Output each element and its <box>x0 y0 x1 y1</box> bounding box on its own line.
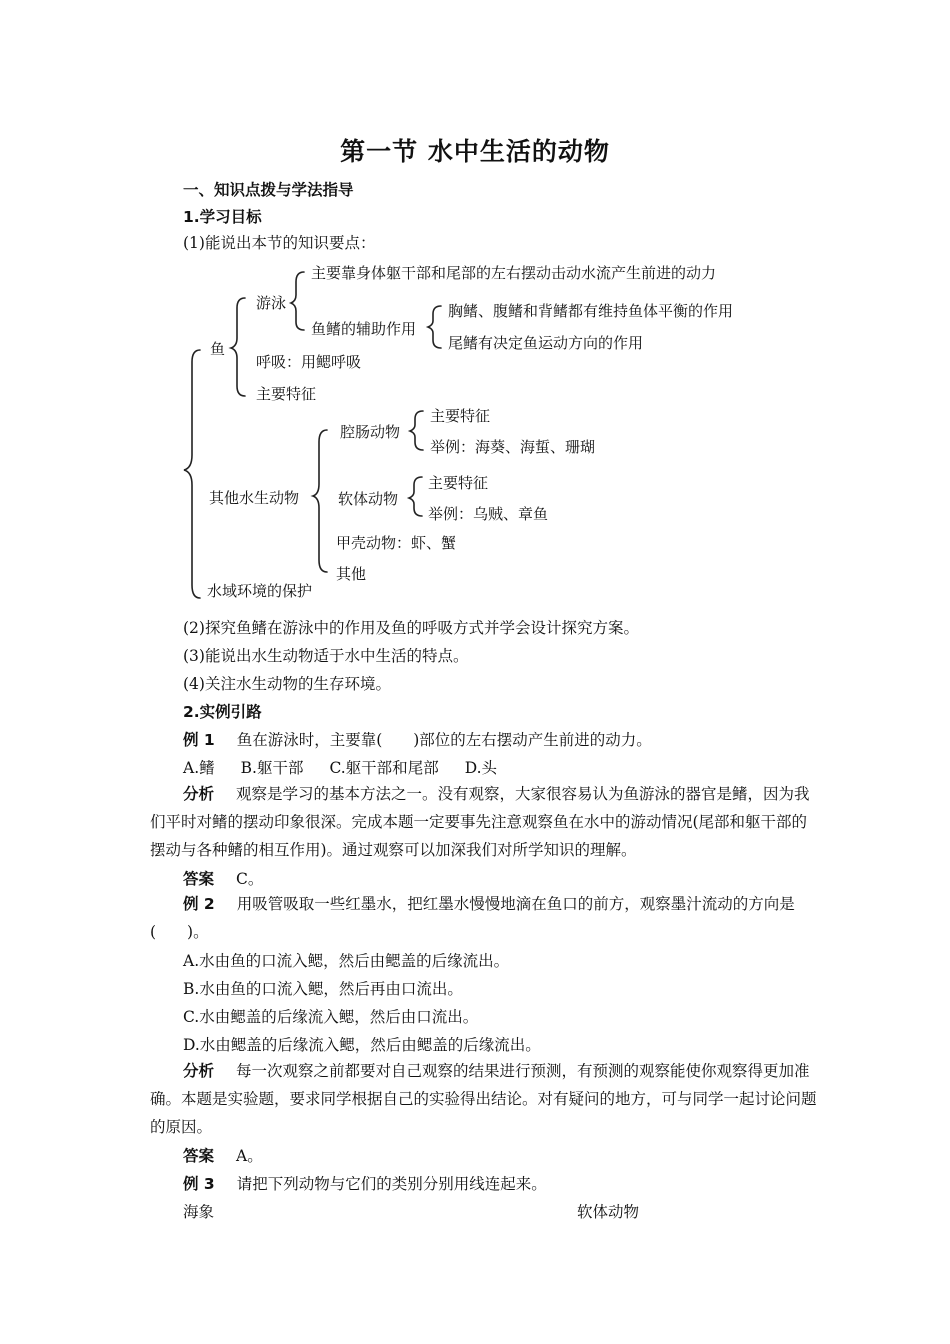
analysis-text: 每一次观察之前都要对自己观察的结果进行预测，有预测的观察能使你观察得更加准确。本题是实验题，要求同学根据自己的实验得出结论。对有疑问的地方，可与同学一起讨论问题的原因。 <box>150 1062 817 1136</box>
example-3-text: 请把下列动物与它们的类别分别用线连起来。 <box>236 1175 547 1193</box>
tree-others: 其他 <box>336 565 367 583</box>
answer-label: 答案 <box>183 870 215 888</box>
example-2-analysis <box>150 1057 820 1141</box>
tree-swim-main: 主要靠身体躯干部和尾部的左右摆动击动水流产生前进的动力 <box>311 264 717 282</box>
tree-cn-example: 举例：海葵、海蜇、珊瑚 <box>430 438 596 456</box>
option-b: B.水由鱼的口流入鳃，然后再由口流出。 <box>183 980 463 998</box>
example-3-label: 例 3 <box>183 1175 215 1193</box>
option-c: C.躯干部和尾部 <box>329 759 439 777</box>
tree-fin-aux: 鱼鳍的辅助作用 <box>311 320 417 338</box>
tree-main-feature: 主要特征 <box>256 385 317 403</box>
tree-breath: 呼吸：用鳃呼吸 <box>256 353 362 371</box>
tree-fin-tail: 尾鳍有决定鱼运动方向的作用 <box>448 334 644 352</box>
tree-fish: 鱼 <box>210 340 226 358</box>
tree-other-aquatic: 其他水生动物 <box>209 489 300 507</box>
example-3-question <box>183 1172 547 1194</box>
example-2-question <box>150 890 820 946</box>
goal-1: (1)能说出本节的知识要点： <box>183 234 376 252</box>
example-2-text: 用吸管吸取一些红墨水，把红墨水慢慢地滴在鱼口的前方，观察墨汁流动的方向是( )。 <box>150 895 795 941</box>
option-b: B.躯干部 <box>240 759 304 777</box>
tree-protect: 水域环境的保护 <box>207 582 313 600</box>
example-1-text: 鱼在游泳时，主要靠( )部位的左右摆动产生前进的动力。 <box>236 731 652 749</box>
examples-heading: 2.实例引路 <box>183 703 262 721</box>
option-d: D.水由鳃盖的后缘流入鳃，然后由鳃盖的后缘流出。 <box>183 1036 541 1054</box>
option-a: A.鳍 <box>183 759 215 777</box>
tree-cn-feature: 主要特征 <box>430 407 491 425</box>
option-d: D.头 <box>464 759 498 777</box>
analysis-label: 分析 <box>183 785 215 803</box>
tree-swim: 游泳 <box>256 294 287 312</box>
example-1-analysis <box>150 780 820 864</box>
tree-fin-balance: 胸鳍、腹鳍和背鳍都有维持鱼体平衡的作用 <box>448 302 734 320</box>
example-1-answer <box>183 867 263 889</box>
tree-crustacea: 甲壳动物：虾、蟹 <box>336 534 457 552</box>
match-left-item: 海象 <box>183 1203 215 1221</box>
analysis-text: 观察是学习的基本方法之一。没有观察，大家很容易认为鱼游泳的器官是鳍，因为我们平时对鳍的摆动印象很深。完成本题一定要事先注意观察鱼在水中的游动情况(尾部和躯干部的摆动与各种鳍的相互作用)。通过观察可以加深我们对所学知识的理解。 <box>150 785 810 859</box>
tree-mo-feature: 主要特征 <box>428 474 489 492</box>
answer-text: C。 <box>236 870 264 888</box>
page-title: 第一节 水中生活的动物 <box>340 137 610 166</box>
example-1-options <box>183 756 523 778</box>
option-a: A.水由鱼的口流入鳃，然后由鳃盖的后缘流出。 <box>183 952 510 970</box>
example-1-question <box>183 728 652 750</box>
tree-cnidaria: 腔肠动物 <box>340 423 401 441</box>
goals-heading: 1.学习目标 <box>183 208 262 226</box>
section-heading: 一、知识点拨与学法指导 <box>183 181 354 199</box>
tree-mo-example: 举例：乌贼、章鱼 <box>428 505 549 523</box>
goal-2: (2)探究鱼鳍在游泳中的作用及鱼的呼吸方式并学会设计探究方案。 <box>183 619 639 637</box>
analysis-label: 分析 <box>183 1062 215 1080</box>
answer-text: A。 <box>236 1147 263 1165</box>
example-1-label: 例 1 <box>183 731 215 749</box>
goal-4: (4)关注水生动物的生存环境。 <box>183 675 391 693</box>
example-2-label: 例 2 <box>183 895 215 913</box>
match-right-item: 软体动物 <box>577 1203 640 1221</box>
goal-3: (3)能说出水生动物适于水中生活的特点。 <box>183 647 469 665</box>
example-2-answer <box>183 1144 263 1166</box>
option-c: C.水由鳃盖的后缘流入鳃，然后由口流出。 <box>183 1008 479 1026</box>
tree-mollusca: 软体动物 <box>338 490 399 508</box>
answer-label: 答案 <box>183 1147 215 1165</box>
